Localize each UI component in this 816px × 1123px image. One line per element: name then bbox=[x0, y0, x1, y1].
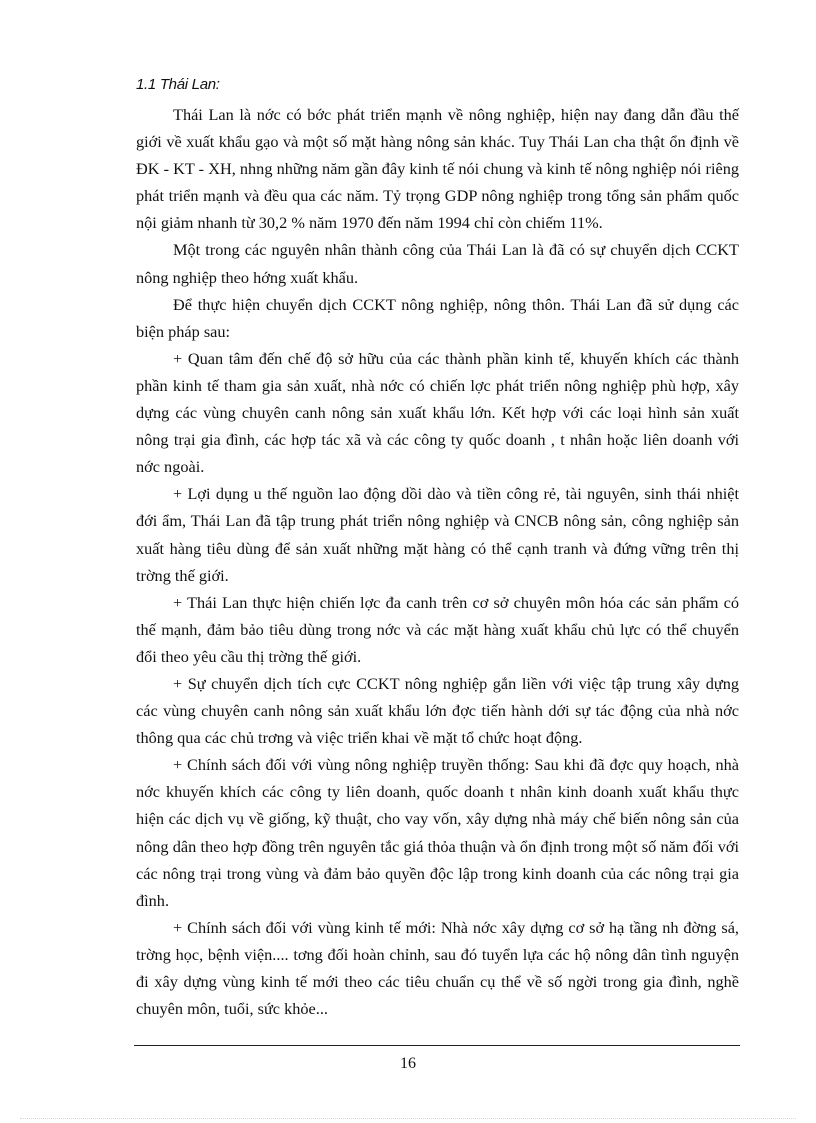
paragraph: Để thực hiện chuyển dịch CCKT nông nghiệp, nông thôn. Thái Lan đã sử dụng các biện pháp sau: bbox=[136, 294, 739, 341]
paragraph: + Thái Lan thực hiện chiến lợc đa canh trên cơ sở chuyên môn hóa các sản phẩm có thế mạnh, đảm bảo tiêu dùng trong nớc và các mặt hàng xuất khẩu chủ lực có thể chuyển đổi theo yêu cầu thị trờng thế giới. bbox=[136, 592, 739, 666]
paragraph: Một trong các nguyên nhân thành công của Thái Lan là đã có sự chuyển dịch CCKT nông nghiệp theo hớng xuất khẩu. bbox=[136, 240, 739, 287]
body-text bbox=[136, 101, 739, 1022]
section-heading: 1.1 Thái Lan: bbox=[136, 76, 220, 93]
paragraph: + Chính sách đối với vùng kinh tế mới: Nhà nớc xây dựng cơ sở hạ tầng nh đờng sá, trờng học, bệnh viện.... tơng đối hoàn chỉnh, sau đó tuyển lựa các hộ nông dân tình nguyện đi xây dựng vùng kinh tế mới theo các tiêu chuẩn cụ thể về số ngời trong gia đình, nghề chuyên môn, tuổi, sức khỏe... bbox=[136, 917, 739, 1019]
paragraph: + Quan tâm đến chế độ sở hữu của các thành phần kinh tế, khuyến khích các thành phần kinh tế tham gia sản xuất, nhà nớc có chiến lợc phát triển nông nghiệp phù hợp, xây dựng các vùng chuyên canh nông sản xuất khẩu lớn. Kết hợp với các loại hình sản xuất nông trại gia đình, các hợp tác xã và các công ty quốc doanh , t nhân hoặc liên doanh với nớc ngoài. bbox=[136, 348, 739, 477]
paragraph: Thái Lan là nớc có bớc phát triển mạnh về nông nghiệp, hiện nay đang dẫn đầu thế giới về xuất khẩu gạo và một số mặt hàng nông sản khác. Tuy Thái Lan cha thật ổn định về ĐK - KT - XH, nhng những năm gần đây kinh tế nói chung và kinh tế nông nghiệp nói riêng phát triển mạnh và đều qua các năm. Tỷ trọng GDP nông nghiệp trong tổng sản phẩm quốc nội giảm nhanh từ 30,2 % năm 1970 đến năm 1994 chỉ còn chiếm 11%. bbox=[136, 105, 739, 233]
footer-divider bbox=[134, 1045, 740, 1046]
paragraph: + Sự chuyển dịch tích cực CCKT nông nghiệp gắn liền với việc tập trung xây dựng các vùng chuyên canh nông sản xuất khẩu lớn đợc tiến hành dới sự tác động của nhà nớc thông qua các chủ trơng và việc triển khai về mặt tổ chức hoạt động. bbox=[136, 673, 739, 748]
page-edge-dots bbox=[20, 1118, 796, 1119]
page-number: 16 bbox=[400, 1055, 416, 1072]
paragraph: + Chính sách đối với vùng nông nghiệp truyền thống: Sau khi đã đợc quy hoạch, nhà nớc khuyến khích các công ty liên doanh, quốc doanh t nhân kinh doanh xuất khẩu thực hiện các dịch vụ về giống, kỹ thuật, cho vay vốn, xây dựng nhà máy chế biến nông sản của nông dân theo hợp đồng trên nguyên tắc giá thỏa thuận và ổn định trong một số năm đối với các nông trại trong vùng và đảm bảo quyền độc lập trong kinh doanh của các nông trại gia đình. bbox=[136, 755, 739, 910]
paragraph: + Lợi dụng u thế nguồn lao động dồi dào và tiền công rẻ, tài nguyên, sinh thái nhiệt đới ẩm, Thái Lan đã tập trung phát triển nông nghiệp và CNCB nông sản, công nghiệp sản xuất hàng tiêu dùng để sản xuất những mặt hàng có thể cạnh tranh và đứng vững trên thị trờng thế giới. bbox=[136, 484, 739, 585]
